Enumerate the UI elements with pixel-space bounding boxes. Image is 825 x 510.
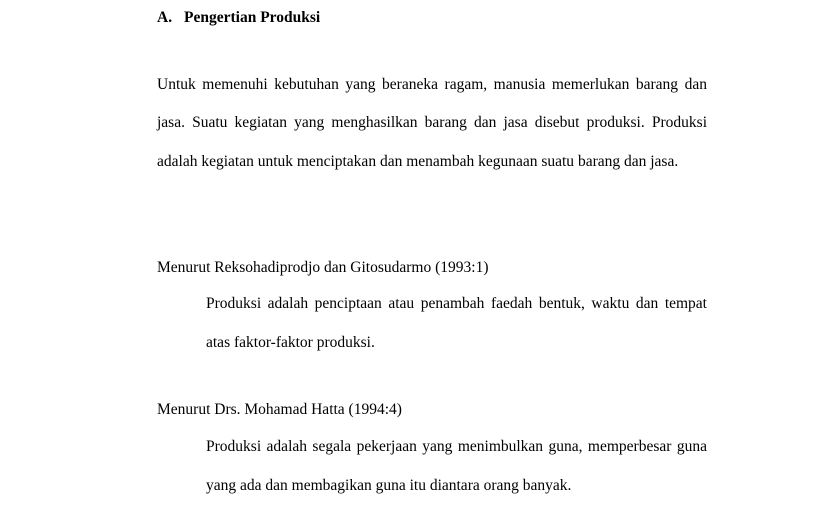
section-title: Pengertian Produksi [184, 9, 321, 26]
intro-paragraph [157, 66, 707, 181]
definition-source: Menurut Drs. Mohamad Hatta (1994:4) [157, 401, 402, 418]
quote-line: tempat atas faktor-faktor produksi. [206, 295, 707, 351]
quote-line: Produksi adalah penciptaan atau penambah faedah bentuk, waktu dan [206, 295, 659, 312]
intro-line: dan jasa. Suatu kegiatan yang menghasilkan barang dan jasa disebut produksi. [157, 76, 707, 132]
definition-quote [206, 428, 707, 505]
quote-line: Produksi adalah segala pekerjaan yang menimbulkan guna, memperbesar [206, 438, 672, 455]
intro-line: barang dan jasa. [577, 152, 679, 170]
section-number: A. [157, 9, 173, 26]
quote-line: guna yang ada dan membagikan guna itu diantara orang banyak. [206, 438, 707, 494]
definition-quote [206, 285, 707, 362]
intro-line: Produksi adalah kegiatan untuk menciptakan dan menambah kegunaan suatu [157, 114, 707, 170]
intro-line: Untuk memenuhi kebutuhan yang beraneka ragam, manusia memerlukan barang [157, 76, 679, 93]
definition-source: Menurut Reksohadiprodjo dan Gitosudarmo (1993:1) [157, 259, 489, 276]
section-heading [157, 9, 320, 27]
